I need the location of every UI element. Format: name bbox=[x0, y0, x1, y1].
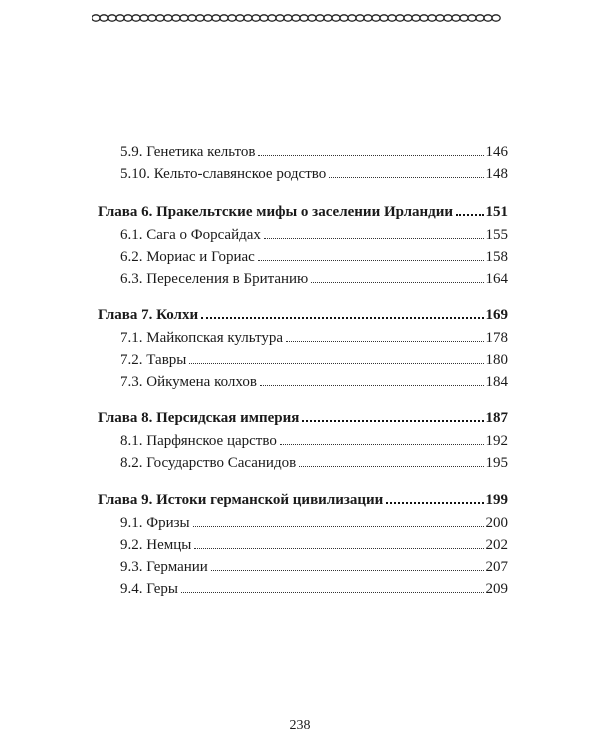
toc-entry-5-10[interactable] bbox=[120, 165, 508, 183]
toc-chapter-page: 169 bbox=[485, 307, 508, 323]
toc-entry-page: 200 bbox=[485, 515, 508, 531]
dot-leader bbox=[193, 526, 484, 527]
toc-entry-title: 9.2. Немцы bbox=[120, 537, 192, 553]
toc-entry-6-1[interactable] bbox=[120, 226, 508, 244]
toc-entry-9-3[interactable] bbox=[120, 558, 508, 576]
toc-entry-page: 178 bbox=[485, 330, 508, 346]
toc-chapter-page: 199 bbox=[485, 492, 508, 508]
toc-entry-page: 209 bbox=[485, 581, 508, 597]
dot-leader bbox=[189, 363, 483, 364]
dot-leader bbox=[258, 155, 483, 156]
toc-chapter-6[interactable] bbox=[98, 203, 508, 221]
dot-leader bbox=[181, 592, 483, 593]
dot-leader bbox=[280, 444, 484, 445]
dot-leader bbox=[329, 177, 483, 178]
toc-entry-page: 155 bbox=[485, 227, 508, 243]
toc-entry-title: 5.9. Генетика кельтов bbox=[120, 144, 256, 160]
toc-entry-6-2[interactable] bbox=[120, 248, 508, 266]
toc-chapter-title: Глава 8. Персидская империя bbox=[98, 410, 300, 426]
toc-entry-7-2[interactable] bbox=[120, 351, 508, 369]
toc-entry-title: 7.3. Ойкумена колхов bbox=[120, 374, 257, 390]
dot-leader bbox=[201, 317, 483, 319]
toc-entry-title: 9.3. Германии bbox=[120, 559, 208, 575]
toc-entry-title: 6.2. Мориас и Гориас bbox=[120, 249, 255, 265]
toc-entry-title: 8.2. Государство Сасанидов bbox=[120, 455, 297, 471]
page-number: 238 bbox=[289, 718, 311, 733]
toc-chapter-7[interactable] bbox=[98, 306, 508, 324]
toc-entry-9-4[interactable] bbox=[120, 580, 508, 598]
toc-chapter-page: 151 bbox=[485, 204, 508, 220]
toc-entry-5-9[interactable] bbox=[120, 143, 508, 161]
toc-entry-page: 184 bbox=[485, 374, 508, 390]
toc-entry-title: 8.1. Парфянское царство bbox=[120, 433, 277, 449]
dot-leader bbox=[211, 570, 484, 571]
toc-entry-page: 207 bbox=[485, 559, 508, 575]
toc-entry-page: 180 bbox=[485, 352, 508, 368]
toc-entry-page: 202 bbox=[485, 537, 508, 553]
toc-chapter-title: Глава 6. Пракельтские мифы о заселении Ирландии bbox=[98, 204, 454, 220]
toc-entry-title: 7.2. Тавры bbox=[120, 352, 187, 368]
toc-entry-page: 195 bbox=[485, 455, 508, 471]
toc-entry-6-3[interactable] bbox=[120, 270, 508, 288]
toc-chapter-9[interactable] bbox=[98, 491, 508, 509]
toc-entry-page: 192 bbox=[485, 433, 508, 449]
toc-entry-page: 146 bbox=[485, 144, 508, 160]
toc-entry-9-1[interactable] bbox=[120, 514, 508, 532]
toc-entry-title: 9.4. Геры bbox=[120, 581, 179, 597]
toc-entry-title: 6.3. Переселения в Британию bbox=[120, 271, 309, 287]
toc-chapter-page: 187 bbox=[485, 410, 508, 426]
dot-leader bbox=[311, 282, 483, 283]
dot-leader bbox=[264, 238, 484, 239]
toc-entry-7-1[interactable] bbox=[120, 329, 508, 347]
toc-chapter-title: Глава 7. Колхи bbox=[98, 307, 199, 323]
toc-entry-page: 158 bbox=[485, 249, 508, 265]
dot-leader bbox=[260, 385, 484, 386]
dot-leader bbox=[258, 260, 484, 261]
toc-entry-7-3[interactable] bbox=[120, 373, 508, 391]
toc-entry-page: 148 bbox=[485, 166, 508, 182]
dot-leader bbox=[194, 548, 483, 549]
toc-entry-title: 9.1. Фризы bbox=[120, 515, 190, 531]
toc-entry-title: 5.10. Кельто-славянское родство bbox=[120, 166, 327, 182]
dot-leader bbox=[299, 466, 483, 467]
toc-chapter-title: Глава 9. Истоки германской цивилизации bbox=[98, 492, 384, 508]
dot-leader bbox=[302, 420, 483, 422]
toc-entry-title: 7.1. Майкопская культура bbox=[120, 330, 284, 346]
toc-entry-page: 164 bbox=[485, 271, 508, 287]
toc-chapter-8[interactable] bbox=[98, 409, 508, 427]
dot-leader bbox=[386, 502, 483, 504]
dot-leader bbox=[456, 214, 483, 216]
toc-entry-title: 6.1. Сага о Форсайдах bbox=[120, 227, 261, 243]
toc-entry-9-2[interactable] bbox=[120, 536, 508, 554]
dot-leader bbox=[286, 341, 483, 342]
toc-entry-8-2[interactable] bbox=[120, 454, 508, 472]
toc-entry-8-1[interactable] bbox=[120, 432, 508, 450]
